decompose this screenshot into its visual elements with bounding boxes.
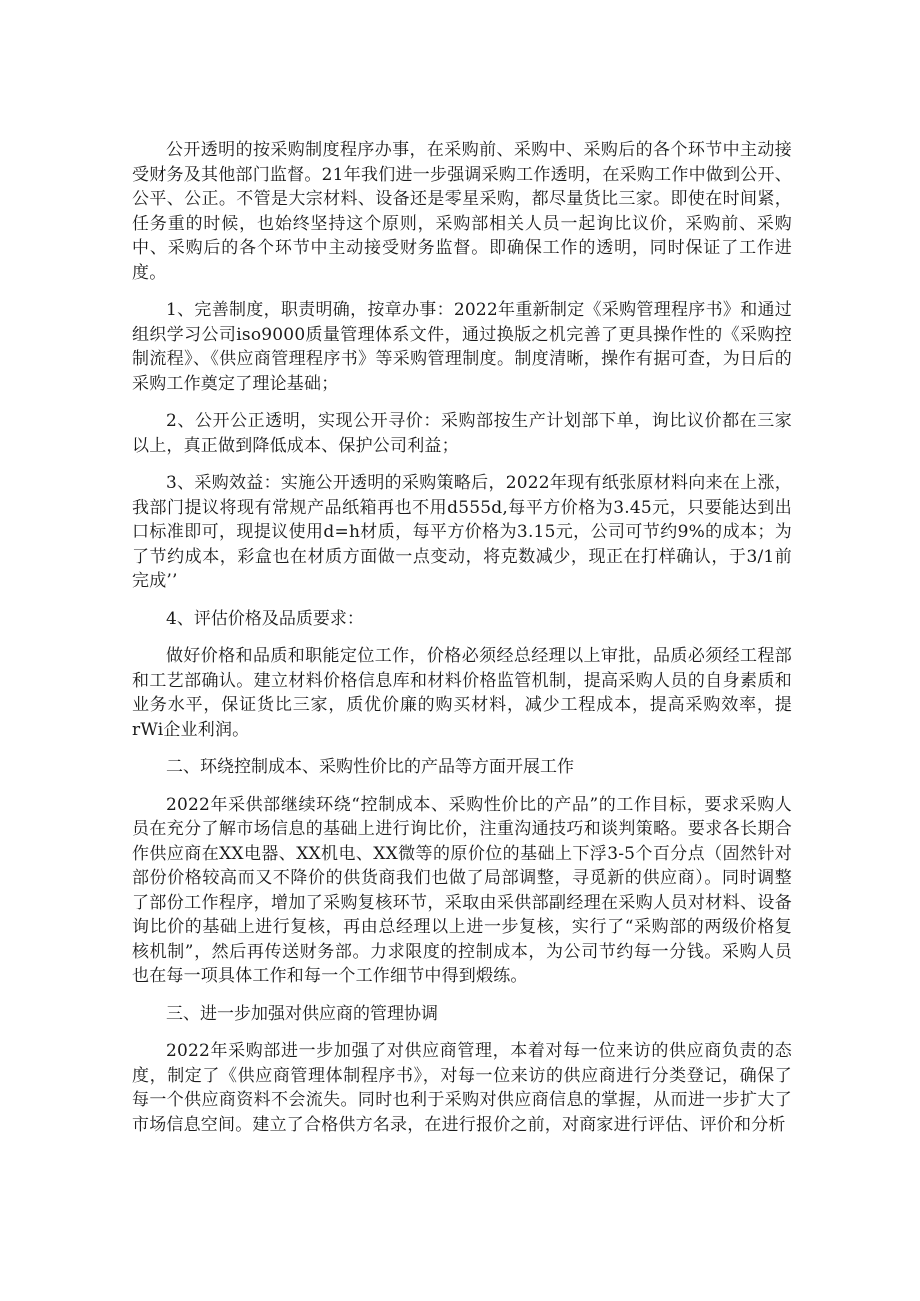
paragraph-transparency: 公开透明的按采购制度程序办事，在采购前、采购中、采购后的各个环节中主动接受财务及其他部门监督。21年我们进一步强调采购工作透明，在采购工作中做到公开、公平、公正。不管是大宗材料、设备还是零星采购，都尽量货比三家。即使在时间紧，任务重的时候，也始终坚持这个原则，采购部相关人员一起询比议价，采购前、采购中、采购后的各个环节中主动接受财务监督。即确保工作的透明，同时保证了工作进度。 xyxy=(132,140,792,283)
paragraph-item-4-title: 4、评估价格及品质要求： xyxy=(166,608,364,629)
paragraph-cost-control: 2022年采供部继续环绕“控制成本、采购性价比的产品”的工作目标，要求采购人员在充分了解市场信息的基础上进行询比价，注重沟通技巧和谈判策略。要求各长期合作供应商在XX电器、XX机电、XX微等的原价位的基础上下浮3-5个百分点（固然针对部份价格较高而又不降价的供货商我们也做了局部调整，寻觅新的供应商）。同时调整了部份工作程序，增加了采购复核环节，采取由采供部副经理在采购人员对材料、设备询比价的基础上进行复核，再由总经理以上进一步复核，实行了“采购部的两级价格复核机制”，然后再传送财务部。力求限度的控制成本，为公司节约每一分钱。采购人员也在每一项具体工作和每一个工作细节中得到煅练。 xyxy=(132,794,792,986)
paragraph-item-3-benefits: 3、采购效益：实施公开透明的采购策略后，2022年现有纸张原材料向来在上涨，我部门提议将现有常规产品纸箱再也不用d555d,每平方价格为3.45元，只要能达到出口标准即可，现提议使用d=h材质，每平方价格为3.15元，公司可节约9%的成本；为了节约成本，彩盒也在材质方面做一点变动，将克数减少，现正在打样确认，于3/1前完成’’ xyxy=(132,473,792,591)
document-page xyxy=(132,138,792,1150)
section-heading-3: 三、进一步加强对供应商的管理协调 xyxy=(166,1003,438,1024)
paragraph-price-quality: 做好价格和品质和职能定位工作，价格必须经总经理以上审批，品质必须经工程部和工艺部确认。建立材料价格信息库和材料价格监管机制，提高采购人员的自身素质和业务水平，保证货比三家，质优价廉的购买材料，减少工程成本，提高采购效率，提rWi企业利润。 xyxy=(132,646,792,740)
paragraph-item-1-system: 1、完善制度，职责明确，按章办事：2022年重新制定《采购管理程序书》和通过组织学习公司iso9000质量管理体系文件，通过换版之机完善了更具操作性的《采购控制流程》、《供应商管理程序书》等采购管理制度。制度清晰，操作有据可查，为日后的采购工作奠定了理论基础； xyxy=(132,300,792,394)
paragraph-item-2-open-pricing: 2、公开公正透明，实现公开寻价：采购部按生产计划部下单，询比议价都在三家以上，真正做到降低成本、保护公司利益； xyxy=(132,411,792,456)
paragraph-supplier-management: 2022年采购部进一步加强了对供应商管理，本着对每一位来访的供应商负责的态度，制定了《供应商管理体制程序书》，对每一位来访的供应商进行分类登记，确保了每一个供应商资料不会流失。同时也利于采购对供应商信息的掌握，从而进一步扩大了市场信息空间。建立了合格供方名录，在进行报价之前，对商家进行评估、评价和分析 xyxy=(132,1041,792,1135)
section-heading-2: 二、环绕控制成本、采购性价比的产品等方面开展工作 xyxy=(166,757,574,777)
